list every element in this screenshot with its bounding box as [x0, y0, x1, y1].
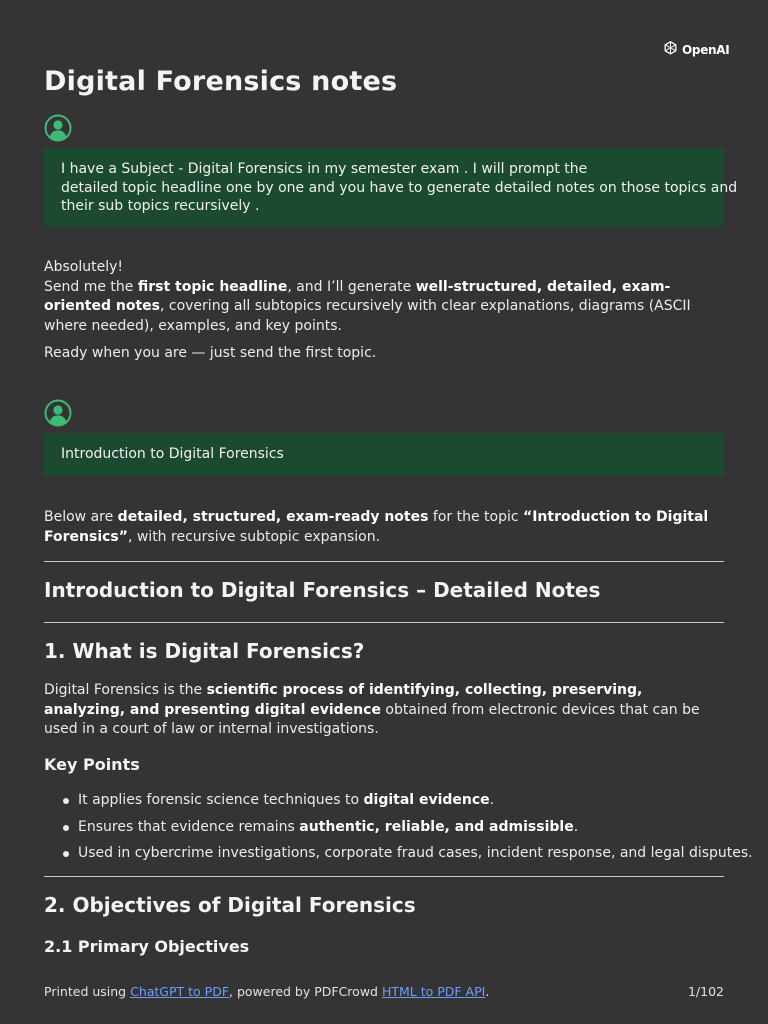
section-2-heading: 2. Objectives of Digital Forensics [44, 893, 416, 917]
user-message-line: detailed topic headline one by one and you have to generate detailed notes on those topics and [61, 179, 738, 196]
openai-logo [662, 40, 729, 60]
text-span: Used in cybercrime investigations, corporate fraud cases, incident response, and legal disputes. [78, 845, 753, 861]
page-number: 1/102 [687, 984, 724, 999]
openai-logo-text: OpenAI [682, 43, 730, 57]
footer-text: Printed using [44, 984, 131, 999]
text-span: It applies forensic science techniques to [78, 792, 364, 808]
text-span: Digital Forensics is the [44, 682, 207, 698]
list-item [44, 818, 734, 845]
user-message-line: I have a Subject - Digital Forensics in my semester exam . I will prompt the [61, 161, 588, 177]
list-item [44, 844, 753, 871]
footer-text: , powered by PDFCrowd [229, 984, 382, 999]
notes-main-heading: Introduction to Digital Forensics – Detailed Notes [44, 578, 601, 602]
user-message-line: Introduction to Digital Forensics [61, 446, 284, 462]
assistant-paragraph [44, 508, 726, 547]
section-2-1-heading: 2.1 Primary Objectives [44, 937, 250, 956]
text-span: , with recursive subtopic expansion. [127, 528, 381, 545]
divider [44, 876, 724, 877]
assistant-paragraph [44, 278, 726, 337]
assistant-reply-2-intro [44, 508, 726, 547]
definition-paragraph [44, 681, 726, 740]
divider [44, 622, 724, 623]
section-1-heading: 1. What is Digital Forensics? [44, 639, 365, 663]
section-1-definition [44, 681, 726, 740]
user-message-2 [44, 433, 724, 476]
text-span: , and I’ll generate [287, 278, 416, 295]
key-points-heading: Key Points [44, 755, 140, 774]
assistant-greeting: Absolutely! [44, 259, 123, 275]
bold-text: first topic headline [137, 278, 288, 295]
list-item [44, 791, 734, 818]
text-span: Send me the [44, 278, 138, 295]
text-span: , covering all subtopics recursively with clear explanations, diagrams (ASCII where needed), examples, and key points. [44, 298, 691, 334]
bold-text: authentic, reliable, and admissible [299, 818, 574, 835]
key-points-list [44, 791, 753, 871]
page-title: Digital Forensics notes [44, 66, 398, 97]
assistant-ready-line: Ready when you are — just send the first topic. [44, 345, 377, 361]
bullet-icon [63, 825, 69, 831]
text-span: . [573, 818, 579, 835]
bullet-icon [63, 798, 69, 804]
text-span: Ensures that evidence remains [78, 818, 300, 835]
bold-text: digital evidence [363, 792, 490, 808]
bold-text: detailed, structured, exam-ready notes [117, 509, 429, 525]
bullet-icon [63, 851, 69, 857]
text-span: . [489, 792, 495, 808]
chatgpt-to-pdf-link[interactable]: ChatGPT to PDF [130, 984, 230, 999]
footer-text: . [485, 984, 490, 999]
bold-text: “Introduction to Digital Forensics” [44, 509, 709, 545]
bold-text: well-structured, detailed, exam-oriented notes [44, 278, 671, 314]
bold-text: scientific process of identifying, collecting, preserving, analyzing, and presenting digital evidence [44, 682, 643, 718]
user-message-line: their sub topics recursively . [61, 198, 260, 214]
assistant-reply-1 [44, 258, 726, 364]
openai-logo-icon [662, 40, 679, 60]
user-avatar-icon [44, 114, 72, 142]
print-footer [44, 984, 489, 999]
text-span: obtained from electronic devices that can be used in a court of law or internal investigations. [44, 701, 700, 737]
text-span: for the topic [428, 509, 524, 525]
user-avatar-icon [44, 399, 72, 427]
user-message-1 [44, 148, 738, 227]
divider [44, 561, 724, 562]
html-to-pdf-api-link[interactable]: HTML to PDF API [381, 984, 486, 999]
text-span: Below are [44, 509, 118, 525]
